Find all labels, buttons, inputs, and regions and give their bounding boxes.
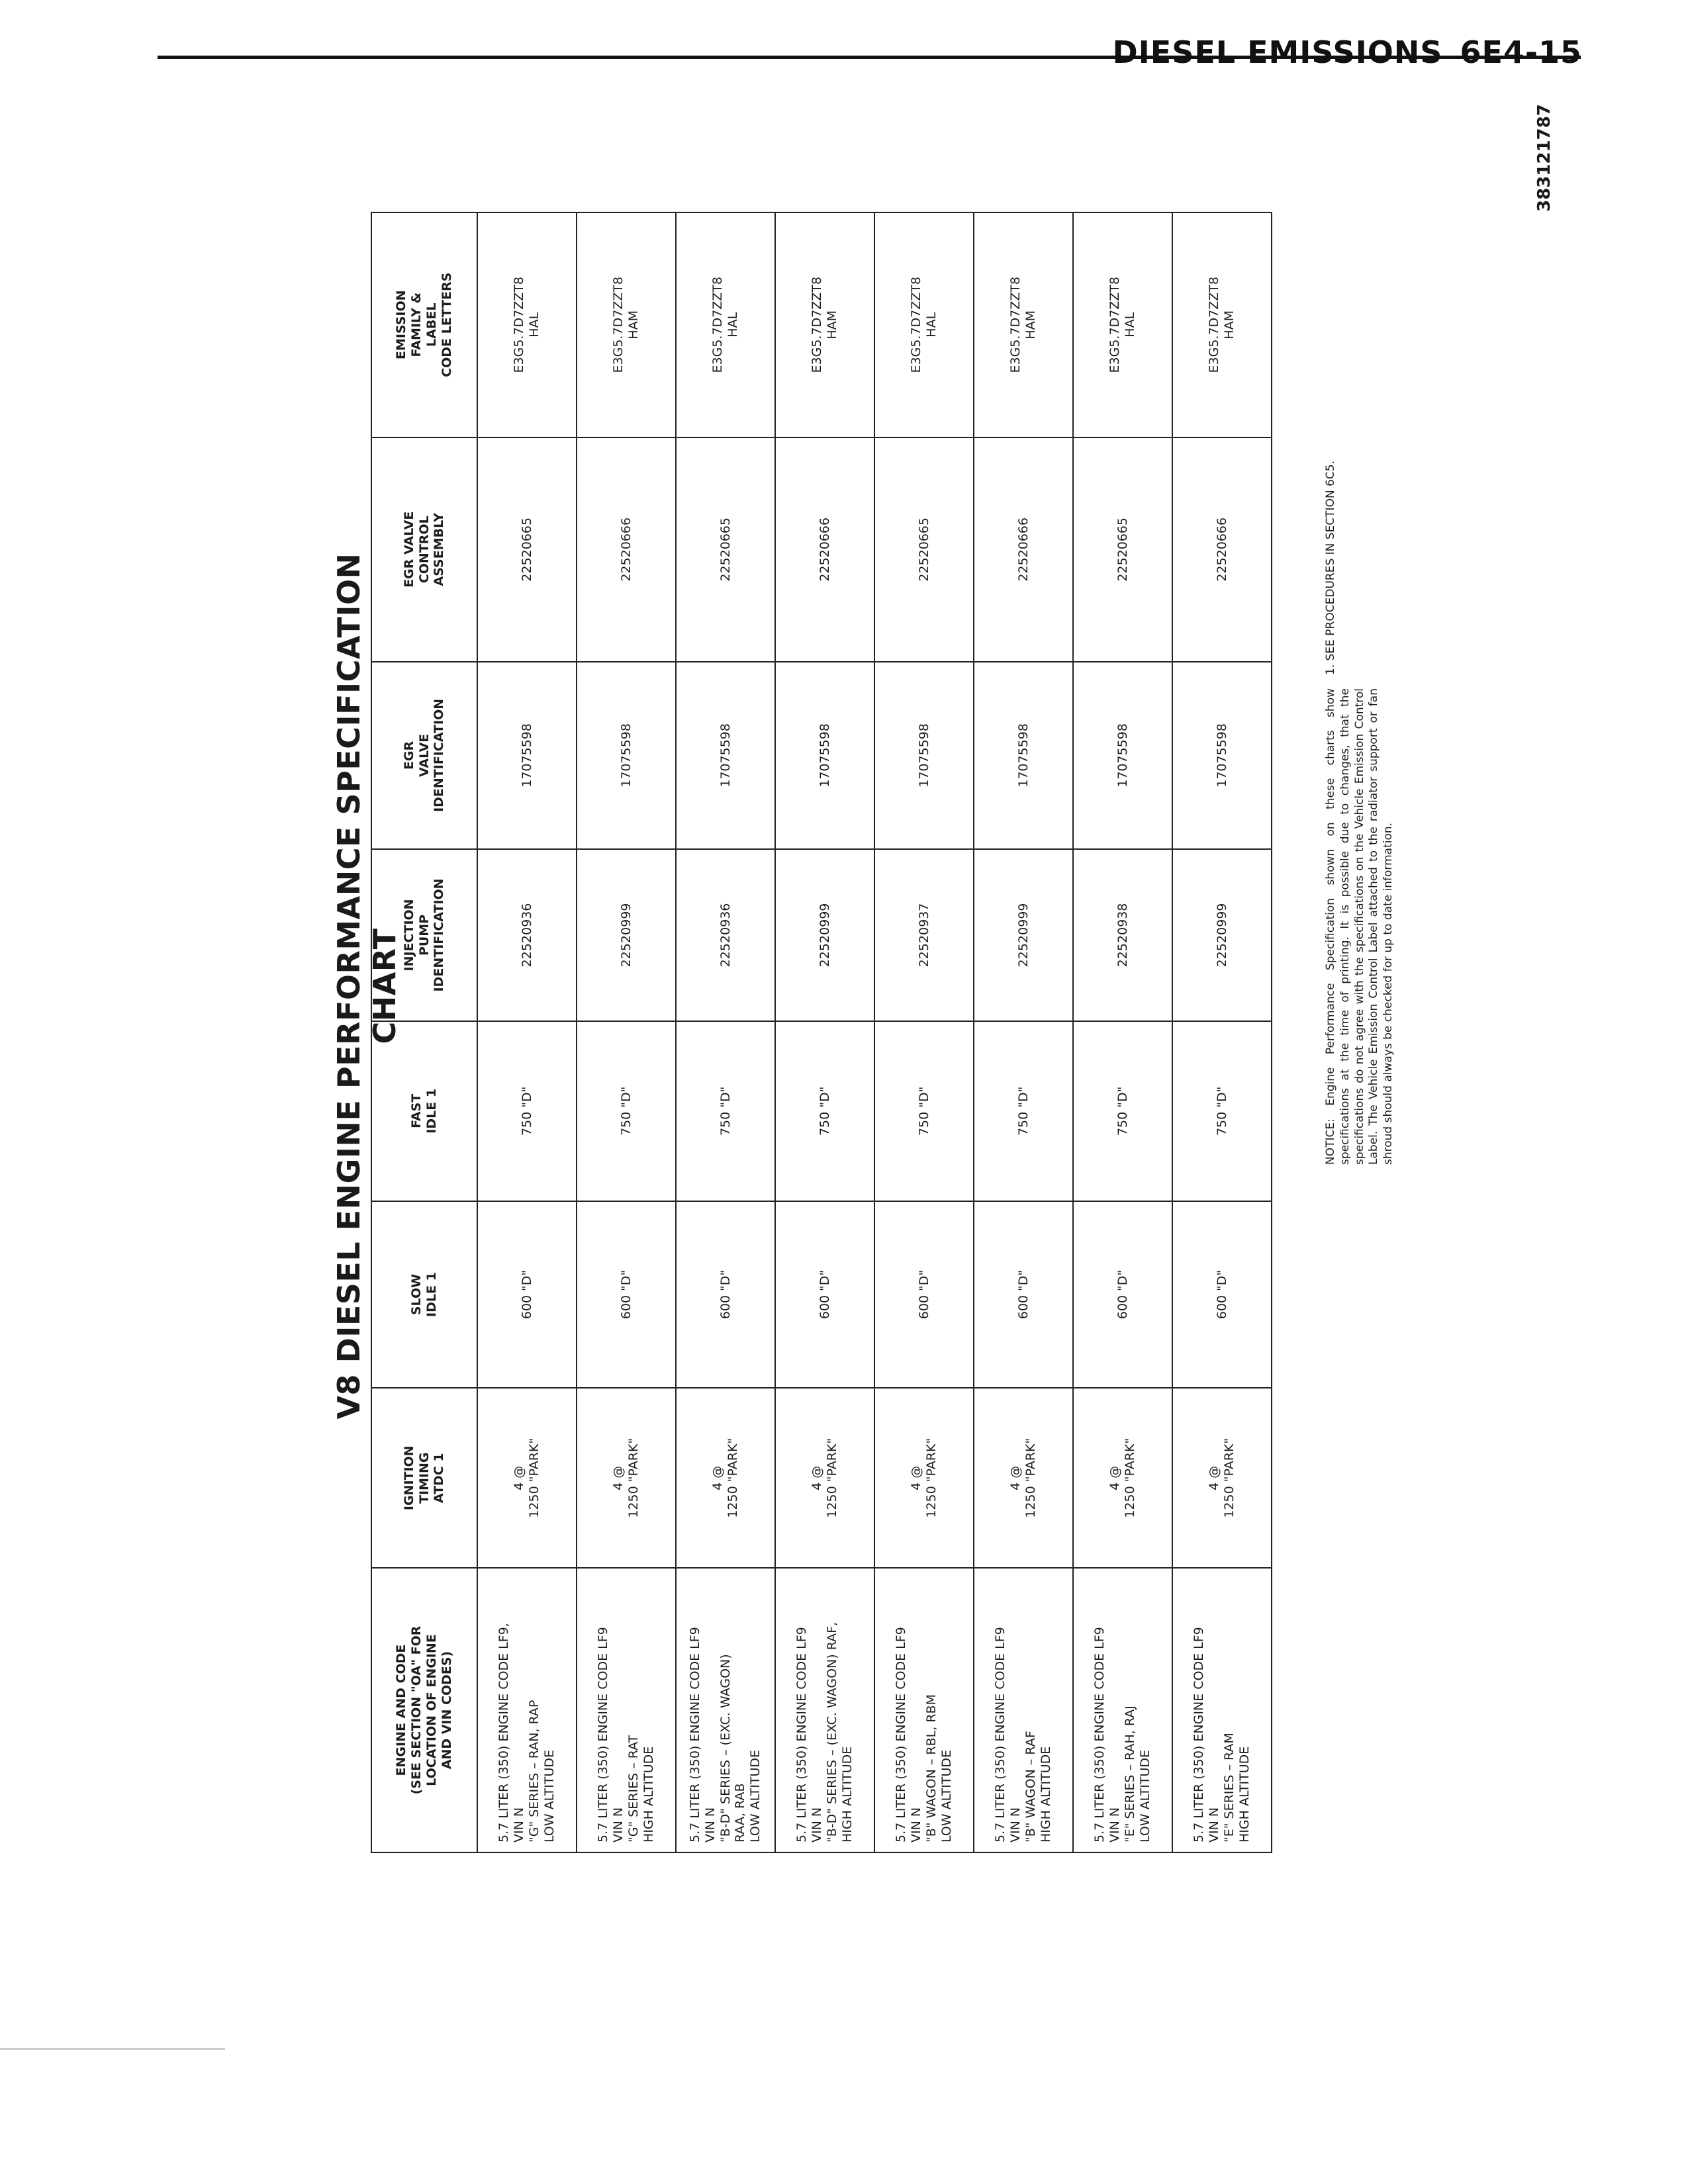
fast-idle-cell: 750 "D" — [775, 1021, 874, 1201]
col-header-line: EGR VALVE — [401, 511, 416, 588]
engine-line: "G" SERIES – RAT — [626, 1735, 641, 1843]
label-code: HAM — [825, 310, 839, 340]
ignition-degrees: 4 @ — [1107, 1465, 1123, 1490]
col-header-line: (SEE SECTION "OA" FOR — [409, 1625, 424, 1795]
engine-cell — [874, 1568, 974, 1852]
col-header-slow-idle — [371, 1201, 477, 1388]
table-row — [1073, 212, 1172, 1852]
rotated-content — [331, 132, 1456, 1853]
engine-line: VIN N — [1207, 1807, 1222, 1843]
egr-assembly-cell: 22520666 — [775, 437, 874, 662]
emission-family: E3G5.7D7ZZT8 — [611, 277, 626, 373]
slow-idle-cell: 600 "D" — [974, 1201, 1073, 1388]
table-row — [775, 212, 874, 1852]
ignition-rpm: 1250 "PARK" — [527, 1437, 541, 1518]
ignition-cell — [775, 1388, 874, 1568]
engine-line: LOW ALTITUDE — [1137, 1749, 1152, 1843]
chart-title: V8 DIESEL ENGINE PERFORMANCE SPECIFICATION CHART — [331, 553, 402, 1420]
engine-cell — [477, 1568, 577, 1852]
engine-line: 5.7 LITER (350) ENGINE CODE LF9 — [794, 1627, 810, 1843]
document-code: 383121787 — [1534, 104, 1554, 212]
fast-idle-cell: 750 "D" — [676, 1021, 775, 1201]
engine-line: LOW ALTITUDE — [541, 1749, 557, 1843]
engine-line: RAA, RAB — [733, 1783, 748, 1843]
col-header-line: SLOW — [409, 1273, 424, 1316]
engine-line: "B-D" SERIES – (EXC. WAGON) RAF, — [825, 1621, 839, 1843]
emission-family: E3G5.7D7ZZT8 — [1008, 277, 1023, 373]
col-header-emission — [371, 212, 477, 437]
fast-idle-cell: 750 "D" — [577, 1021, 676, 1201]
table-row — [477, 212, 577, 1852]
engine-line: VIN N — [512, 1807, 527, 1843]
label-code: HAL — [924, 312, 939, 338]
egr-id-cell: 17075598 — [1073, 662, 1172, 849]
engine-line: 5.7 LITER (350) ENGINE CODE LF9 — [993, 1627, 1008, 1843]
slow-idle-cell: 600 "D" — [775, 1201, 874, 1388]
spec-table — [371, 212, 1272, 1853]
engine-line: "B" WAGON – RBL, RBM — [924, 1694, 939, 1843]
slow-idle-cell: 600 "D" — [577, 1201, 676, 1388]
slow-idle-cell: 600 "D" — [1172, 1201, 1272, 1388]
col-header-line: IDLE 1 — [424, 1088, 439, 1134]
pump-id-cell: 22520936 — [477, 849, 577, 1021]
table-row — [676, 212, 775, 1852]
ignition-rpm: 1250 "PARK" — [1023, 1437, 1038, 1518]
slow-idle-cell: 600 "D" — [1073, 1201, 1172, 1388]
slow-idle-cell: 600 "D" — [477, 1201, 577, 1388]
egr-id-cell: 17075598 — [974, 662, 1073, 849]
table-row — [577, 212, 676, 1852]
col-header-line: EGR — [401, 741, 416, 770]
ignition-rpm: 1250 "PARK" — [825, 1437, 839, 1518]
emission-cell — [874, 212, 974, 437]
emission-cell — [1073, 212, 1172, 437]
engine-line: VIN N — [909, 1807, 924, 1843]
egr-id-cell: 17075598 — [477, 662, 577, 849]
engine-line: "B" WAGON – RAF — [1023, 1731, 1038, 1843]
col-header-line: IDENTIFICATION — [432, 698, 447, 812]
pump-id-cell: 22520999 — [974, 849, 1073, 1021]
engine-line: LOW ALTITUDE — [748, 1749, 763, 1843]
ignition-cell — [974, 1388, 1073, 1568]
scan-margin-mark — [0, 2048, 225, 2050]
egr-assembly-cell: 22520666 — [974, 437, 1073, 662]
ignition-degrees: 4 @ — [512, 1465, 527, 1490]
pump-id-cell: 22520937 — [874, 849, 974, 1021]
engine-line: HIGH ALTITUDE — [839, 1746, 855, 1843]
egr-id-cell: 17075598 — [874, 662, 974, 849]
emission-cell — [1172, 212, 1272, 437]
ignition-degrees: 4 @ — [1207, 1465, 1222, 1490]
engine-cell — [1172, 1568, 1272, 1852]
engine-line: HIGH ALTITUDE — [1237, 1746, 1252, 1843]
col-header-line: LABEL — [424, 302, 439, 347]
egr-assembly-cell: 22520665 — [676, 437, 775, 662]
ignition-degrees: 4 @ — [909, 1465, 924, 1490]
engine-cell — [676, 1568, 775, 1852]
col-header-line: CODE LETTERS — [439, 272, 454, 377]
engine-cell — [775, 1568, 874, 1852]
col-header-line: ASSEMBLY — [432, 512, 447, 586]
label-code: HAL — [527, 312, 541, 338]
ignition-degrees: 4 @ — [810, 1465, 825, 1490]
col-header-line: PUMP — [416, 914, 432, 956]
pump-id-cell: 22520936 — [676, 849, 775, 1021]
label-code: HAL — [1123, 312, 1137, 338]
emission-family: E3G5.7D7ZZT8 — [1107, 277, 1123, 373]
pump-id-cell: 22520999 — [577, 849, 676, 1021]
engine-line: 5.7 LITER (350) ENGINE CODE LF9 — [688, 1627, 702, 1843]
section-title: DIESEL EMISSIONS — [1112, 34, 1443, 70]
col-header-line: INJECTION — [401, 899, 416, 972]
page-number: 6E4-15 — [1460, 34, 1582, 70]
col-header-line: AND VIN CODES) — [439, 1651, 454, 1770]
footnote: 1. SEE PROCEDURES IN SECTION 6C5. — [1324, 461, 1337, 675]
label-code: HAL — [726, 312, 740, 338]
fast-idle-cell: 750 "D" — [974, 1021, 1073, 1201]
table-row — [874, 212, 974, 1852]
ignition-rpm: 1250 "PARK" — [924, 1437, 939, 1518]
engine-cell — [974, 1568, 1073, 1852]
ignition-cell — [577, 1388, 676, 1568]
col-header-line: IDENTIFICATION — [432, 878, 447, 992]
ignition-rpm: 1250 "PARK" — [626, 1437, 641, 1518]
egr-assembly-cell: 22520665 — [1073, 437, 1172, 662]
engine-line: VIN N — [611, 1807, 626, 1843]
label-code: HAM — [1222, 310, 1237, 340]
ignition-degrees: 4 @ — [611, 1465, 626, 1490]
ignition-rpm: 1250 "PARK" — [726, 1437, 740, 1518]
emission-family: E3G5.7D7ZZT8 — [1207, 277, 1222, 373]
engine-line: "B-D" SERIES – (EXC. WAGON) — [718, 1654, 733, 1843]
engine-cell — [1073, 1568, 1172, 1852]
col-header-line: LOCATION OF ENGINE — [424, 1634, 439, 1786]
col-header-line: ENGINE AND CODE — [394, 1644, 409, 1776]
fast-idle-cell: 750 "D" — [1172, 1021, 1272, 1201]
col-header-line: ATDC 1 — [432, 1453, 447, 1504]
ignition-cell — [477, 1388, 577, 1568]
label-code: HAM — [1023, 310, 1038, 340]
ignition-cell — [874, 1388, 974, 1568]
table-row — [974, 212, 1073, 1852]
col-header-egr-assembly — [371, 437, 477, 662]
col-header-fast-idle — [371, 1021, 477, 1201]
col-header-engine — [371, 1568, 477, 1852]
pump-id-cell: 22520999 — [1172, 849, 1272, 1021]
emission-cell — [477, 212, 577, 437]
engine-line: VIN N — [702, 1807, 718, 1843]
ignition-cell — [676, 1388, 775, 1568]
notice-text: NOTICE: Engine Performance Specification shown on these charts show specifications at the time of printing. It is possible due to changes, that the specifications do not agree with the specifications on the Vehicle Emission Control Label. The Vehicle Emission Control Label attached to the radiator support or fan shroud should always be checked for up to date information. — [1324, 688, 1395, 1165]
engine-line: VIN N — [810, 1807, 825, 1843]
engine-line: 5.7 LITER (350) ENGINE CODE LF9 — [894, 1627, 909, 1843]
engine-line: LOW ALTITUDE — [939, 1749, 954, 1843]
egr-assembly-cell: 22520666 — [577, 437, 676, 662]
col-header-line: FAST — [409, 1093, 424, 1128]
emission-family: E3G5.7D7ZZT8 — [810, 277, 825, 373]
slow-idle-cell: 600 "D" — [874, 1201, 974, 1388]
egr-assembly-cell: 22520665 — [874, 437, 974, 662]
slow-idle-cell: 600 "D" — [676, 1201, 775, 1388]
emission-cell — [775, 212, 874, 437]
fast-idle-cell: 750 "D" — [874, 1021, 974, 1201]
col-header-egr-id — [371, 662, 477, 849]
col-header-line: TIMING — [416, 1452, 432, 1504]
fast-idle-cell: 750 "D" — [477, 1021, 577, 1201]
ignition-rpm: 1250 "PARK" — [1123, 1437, 1137, 1518]
col-header-line: EMISSION — [394, 290, 409, 360]
engine-line: "G" SERIES – RAN, RAP — [527, 1700, 541, 1843]
emission-cell — [676, 212, 775, 437]
engine-line: HIGH ALTITUDE — [641, 1746, 656, 1843]
col-header-line: IDLE 1 — [424, 1272, 439, 1317]
egr-id-cell: 17075598 — [775, 662, 874, 849]
emission-family: E3G5.7D7ZZT8 — [909, 277, 924, 373]
fast-idle-cell: 750 "D" — [1073, 1021, 1172, 1201]
col-header-line: FAMILY & — [409, 292, 424, 357]
table-row — [1172, 212, 1272, 1852]
ignition-cell — [1172, 1388, 1272, 1568]
engine-line: 5.7 LITER (350) ENGINE CODE LF9 — [1192, 1627, 1207, 1843]
egr-id-cell: 17075598 — [676, 662, 775, 849]
ignition-cell — [1073, 1388, 1172, 1568]
engine-line: "E" SERIES – RAM — [1222, 1733, 1237, 1843]
col-header-ignition — [371, 1388, 477, 1568]
ignition-degrees: 4 @ — [1008, 1465, 1023, 1490]
engine-cell — [577, 1568, 676, 1852]
table-header-row — [371, 212, 477, 1852]
col-header-line: CONTROL — [416, 516, 432, 584]
engine-line: 5.7 LITER (350) ENGINE CODE LF9 — [596, 1627, 611, 1843]
col-header-line: VALVE — [416, 733, 432, 778]
engine-line: "E" SERIES – RAH, RAJ — [1123, 1706, 1137, 1843]
egr-assembly-cell: 22520665 — [477, 437, 577, 662]
emission-cell — [974, 212, 1073, 437]
page-header — [1112, 34, 1582, 70]
engine-line: 5.7 LITER (350) ENGINE CODE LF9, — [496, 1623, 512, 1843]
ignition-rpm: 1250 "PARK" — [1222, 1437, 1237, 1518]
egr-assembly-cell: 22520666 — [1172, 437, 1272, 662]
ignition-degrees: 4 @ — [710, 1465, 726, 1490]
table-body — [477, 212, 1272, 1852]
egr-id-cell: 17075598 — [577, 662, 676, 849]
pump-id-cell: 22520999 — [775, 849, 874, 1021]
emission-cell — [577, 212, 676, 437]
egr-id-cell: 17075598 — [1172, 662, 1272, 849]
engine-line: VIN N — [1008, 1807, 1023, 1843]
emission-family: E3G5.7D7ZZT8 — [512, 277, 527, 373]
col-header-line: IGNITION — [401, 1445, 416, 1511]
pump-id-cell: 22520938 — [1073, 849, 1172, 1021]
engine-line: 5.7 LITER (350) ENGINE CODE LF9 — [1092, 1627, 1107, 1843]
label-code: HAM — [626, 310, 641, 340]
engine-line: HIGH ALTITUDE — [1038, 1746, 1053, 1843]
emission-family: E3G5.7D7ZZT8 — [710, 277, 726, 373]
engine-line: VIN N — [1107, 1807, 1123, 1843]
col-header-pump-id — [371, 849, 477, 1021]
